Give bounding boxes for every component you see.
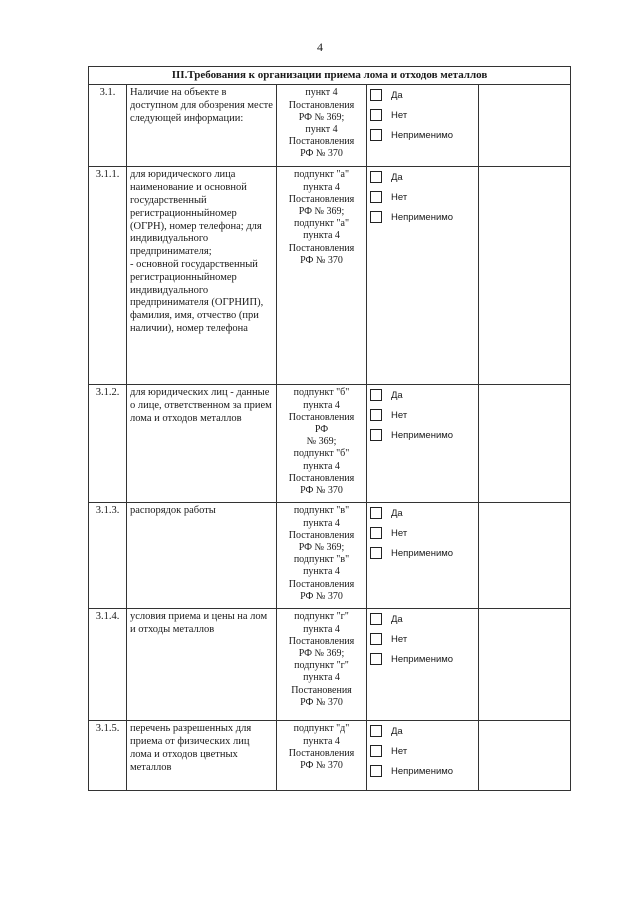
legal-reference: подпункт "б" пункта 4 Постановления РФ № 369; подпункт "б" пункта 4 Постановления РФ № 370 xyxy=(277,385,367,503)
checkbox[interactable] xyxy=(370,211,382,223)
answer-option[interactable] xyxy=(370,745,475,757)
checkbox[interactable] xyxy=(370,89,382,101)
table-row xyxy=(89,503,571,609)
answer-options xyxy=(367,385,479,503)
checkbox[interactable] xyxy=(370,171,382,183)
answer-option[interactable] xyxy=(370,725,475,737)
notes-cell[interactable] xyxy=(479,167,571,385)
checkbox-label: Да xyxy=(391,389,403,401)
answer-option[interactable] xyxy=(370,653,475,665)
checkbox[interactable] xyxy=(370,765,382,777)
table-row xyxy=(89,609,571,721)
legal-reference: подпункт "г" пункта 4 Постановления РФ № 369; подпункт "г" пункта 4 Постановения РФ № 370 xyxy=(277,609,367,721)
checkbox[interactable] xyxy=(370,745,382,757)
answer-option[interactable] xyxy=(370,389,475,401)
requirement-text: перечень разрешенных для приема от физических лиц лома и отходов цветных металлов xyxy=(127,721,277,791)
answer-option[interactable] xyxy=(370,191,475,203)
checkbox-label: Нет xyxy=(391,109,408,121)
answer-option[interactable] xyxy=(370,211,475,223)
item-number: 3.1. xyxy=(89,85,127,167)
checkbox-label: Неприменимо xyxy=(391,547,454,559)
answer-options xyxy=(367,609,479,721)
legal-reference: подпункт "д" пункта 4 Постановления РФ № 370 xyxy=(277,721,367,791)
legal-reference: подпункт "а" пункта 4 Постановления РФ № 369; подпункт "а" пункта 4 Постановления РФ № 370 xyxy=(277,167,367,385)
checkbox-label: Да xyxy=(391,613,403,625)
checkbox-label: Нет xyxy=(391,633,408,645)
checkbox[interactable] xyxy=(370,109,382,121)
checkbox[interactable] xyxy=(370,409,382,421)
answer-option[interactable] xyxy=(370,429,475,441)
answer-options xyxy=(367,721,479,791)
table-row xyxy=(89,721,571,791)
checkbox[interactable] xyxy=(370,507,382,519)
table-row xyxy=(89,385,571,503)
notes-cell[interactable] xyxy=(479,609,571,721)
answer-option[interactable] xyxy=(370,527,475,539)
answer-option[interactable] xyxy=(370,547,475,559)
answer-option[interactable] xyxy=(370,613,475,625)
checkbox-label: Нет xyxy=(391,527,408,539)
item-number: 3.1.1. xyxy=(89,167,127,385)
answer-options xyxy=(367,167,479,385)
item-number: 3.1.3. xyxy=(89,503,127,609)
checkbox[interactable] xyxy=(370,613,382,625)
checkbox[interactable] xyxy=(370,191,382,203)
section-title: III.Требования к организации приема лома и отходов металлов xyxy=(89,67,571,85)
item-number: 3.1.5. xyxy=(89,721,127,791)
requirement-text: для юридических лиц - данные о лице, ответственном за прием лома и отходов металлов xyxy=(127,385,277,503)
checkbox[interactable] xyxy=(370,389,382,401)
checkbox-label: Да xyxy=(391,725,403,737)
item-number: 3.1.4. xyxy=(89,609,127,721)
answer-option[interactable] xyxy=(370,171,475,183)
checkbox-label: Да xyxy=(391,507,403,519)
requirement-text: условия приема и цены на лом и отходы металлов xyxy=(127,609,277,721)
answer-option[interactable] xyxy=(370,765,475,777)
table-row xyxy=(89,167,571,385)
legal-reference: подпункт "в" пункта 4 Постановления РФ № 369; подпункт "в" пункта 4 Постановления РФ № 370 xyxy=(277,503,367,609)
answer-option[interactable] xyxy=(370,633,475,645)
table-row xyxy=(89,85,571,167)
checkbox-label: Да xyxy=(391,89,403,101)
answer-options xyxy=(367,85,479,167)
notes-cell[interactable] xyxy=(479,503,571,609)
checkbox[interactable] xyxy=(370,547,382,559)
checkbox-label: Неприменимо xyxy=(391,653,454,665)
answer-option[interactable] xyxy=(370,409,475,421)
requirement-text: для юридического лица наименование и основной государственный регистрационныйномер (ОГРН), номер телефона; для индивидуального предпринимателя; - основной государственный регистрационныйномер индивидуального предпринимателя (ОГРНИП), фамилия, имя, отчество (при наличии), номер телефона xyxy=(127,167,277,385)
checkbox-label: Нет xyxy=(391,409,408,421)
answer-options xyxy=(367,503,479,609)
checkbox[interactable] xyxy=(370,527,382,539)
section-header-row xyxy=(89,67,571,85)
answer-option[interactable] xyxy=(370,129,475,141)
checkbox-label: Да xyxy=(391,171,403,183)
answer-option[interactable] xyxy=(370,109,475,121)
checkbox[interactable] xyxy=(370,633,382,645)
requirement-text: Наличие на объекте в доступном для обозрения месте следующей информации: xyxy=(127,85,277,167)
checkbox-label: Нет xyxy=(391,191,408,203)
requirements-table xyxy=(88,66,571,791)
notes-cell[interactable] xyxy=(479,385,571,503)
checkbox-label: Неприменимо xyxy=(391,129,454,141)
checkbox-label: Нет xyxy=(391,745,408,757)
answer-option[interactable] xyxy=(370,89,475,101)
checkbox[interactable] xyxy=(370,653,382,665)
checkbox-label: Неприменимо xyxy=(391,429,454,441)
answer-option[interactable] xyxy=(370,507,475,519)
legal-reference: пункт 4 Постановления РФ № 369; пункт 4 Постановления РФ № 370 xyxy=(277,85,367,167)
checkbox[interactable] xyxy=(370,129,382,141)
page-number: 4 xyxy=(317,40,323,54)
checkbox-label: Неприменимо xyxy=(391,211,454,223)
item-number: 3.1.2. xyxy=(89,385,127,503)
checkbox[interactable] xyxy=(370,725,382,737)
requirement-text: распорядок работы xyxy=(127,503,277,609)
notes-cell[interactable] xyxy=(479,721,571,791)
checkbox-label: Неприменимо xyxy=(391,765,454,777)
checkbox[interactable] xyxy=(370,429,382,441)
notes-cell[interactable] xyxy=(479,85,571,167)
